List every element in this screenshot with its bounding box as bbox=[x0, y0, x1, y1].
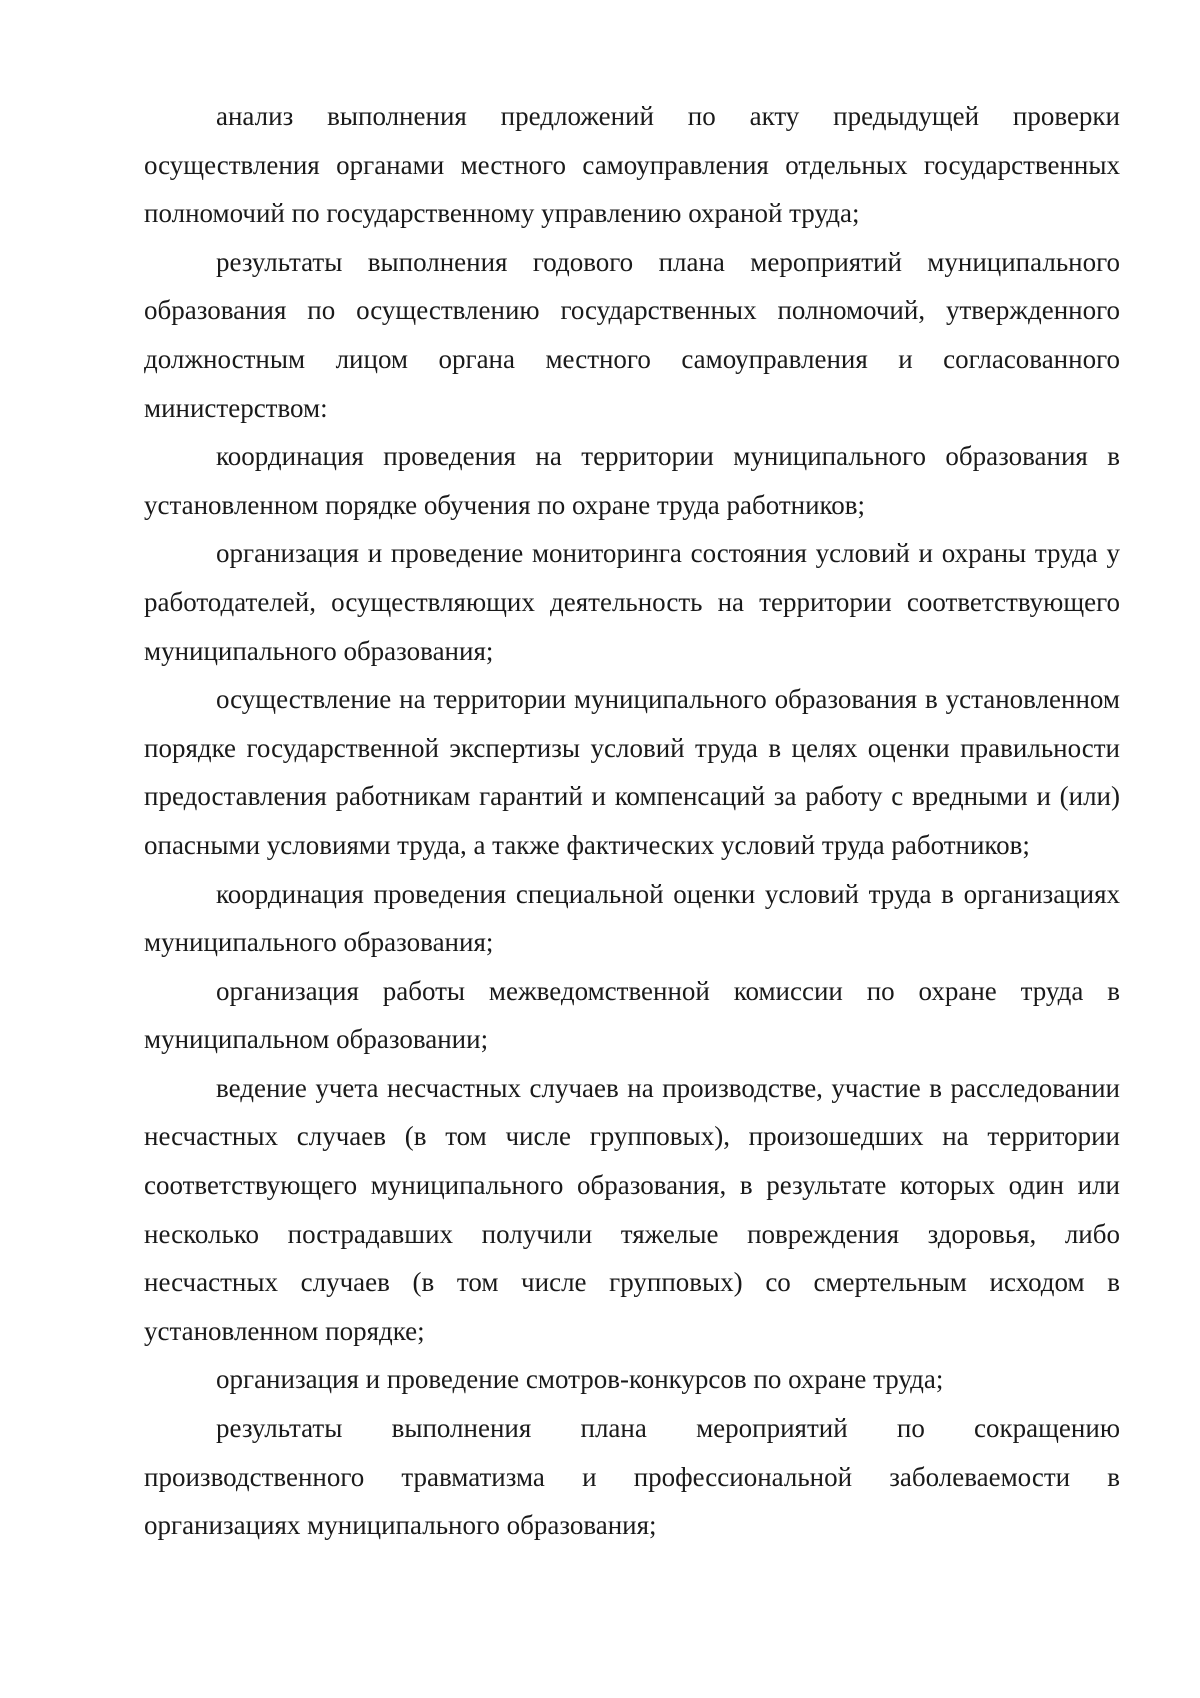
paragraph-review-competitions: организация и проведение смотров-конкурсов по охране труда; bbox=[216, 1364, 944, 1395]
paragraph-monitoring: организация и проведение мониторинга состояния условий и охраны труда у работодателей, осуществляющих деятельность на территории соответствующего муниципального образования; bbox=[144, 538, 1120, 666]
paragraph-special-assessment: координация проведения специальной оценки условий труда в организациях муниципального образования; bbox=[144, 878, 1120, 958]
paragraph-training-coordination: координация проведения на территории муниципального образования в установленном порядке обучения по охране труда работников; bbox=[144, 441, 1120, 520]
paragraph-interdepartmental-commission: организация работы межведомственной комиссии по охране труда в муниципальном образовании; bbox=[144, 975, 1120, 1055]
paragraph-accident-records: ведение учета несчастных случаев на производстве, участие в расследовании несчастных случаев (в том числе групповых), произошедших на территории соответствующего муниципального образования, в результате которых один или несколько пострадавших получили тяжелые повреждения здоровья, либо несчастных случаев (в том числе групповых) со смертельным исходом в установленном порядке; bbox=[144, 1072, 1120, 1346]
paragraph-annual-plan-results: результаты выполнения годового плана мероприятий муниципального образования по осуществлению государственных полномочий, утвержденного должностным лицом органа местного самоуправления и согласованного министерством: bbox=[144, 246, 1120, 423]
paragraph-previous-inspection-analysis: анализ выполнения предложений по акту предыдущей проверки осуществления органами местного самоуправления отдельных государственных полномочий по государственному управлению охраной труда; bbox=[144, 101, 1120, 229]
paragraph-state-expertise: осуществление на территории муниципального образования в установленном порядке государственной экспертизы условий труда в целях оценки правильности предоставления работникам гарантий и компенсаций за работу с вредными и (или) опасными условиями труда, а также фактических условий труда работников; bbox=[144, 684, 1120, 860]
document-body bbox=[144, 92, 1120, 1550]
paragraph-injury-reduction-plan: результаты выполнения плана мероприятий по сокращению производственного травматизма и профессиональной заболеваемости в организациях муниципального образования; bbox=[144, 1413, 1120, 1541]
